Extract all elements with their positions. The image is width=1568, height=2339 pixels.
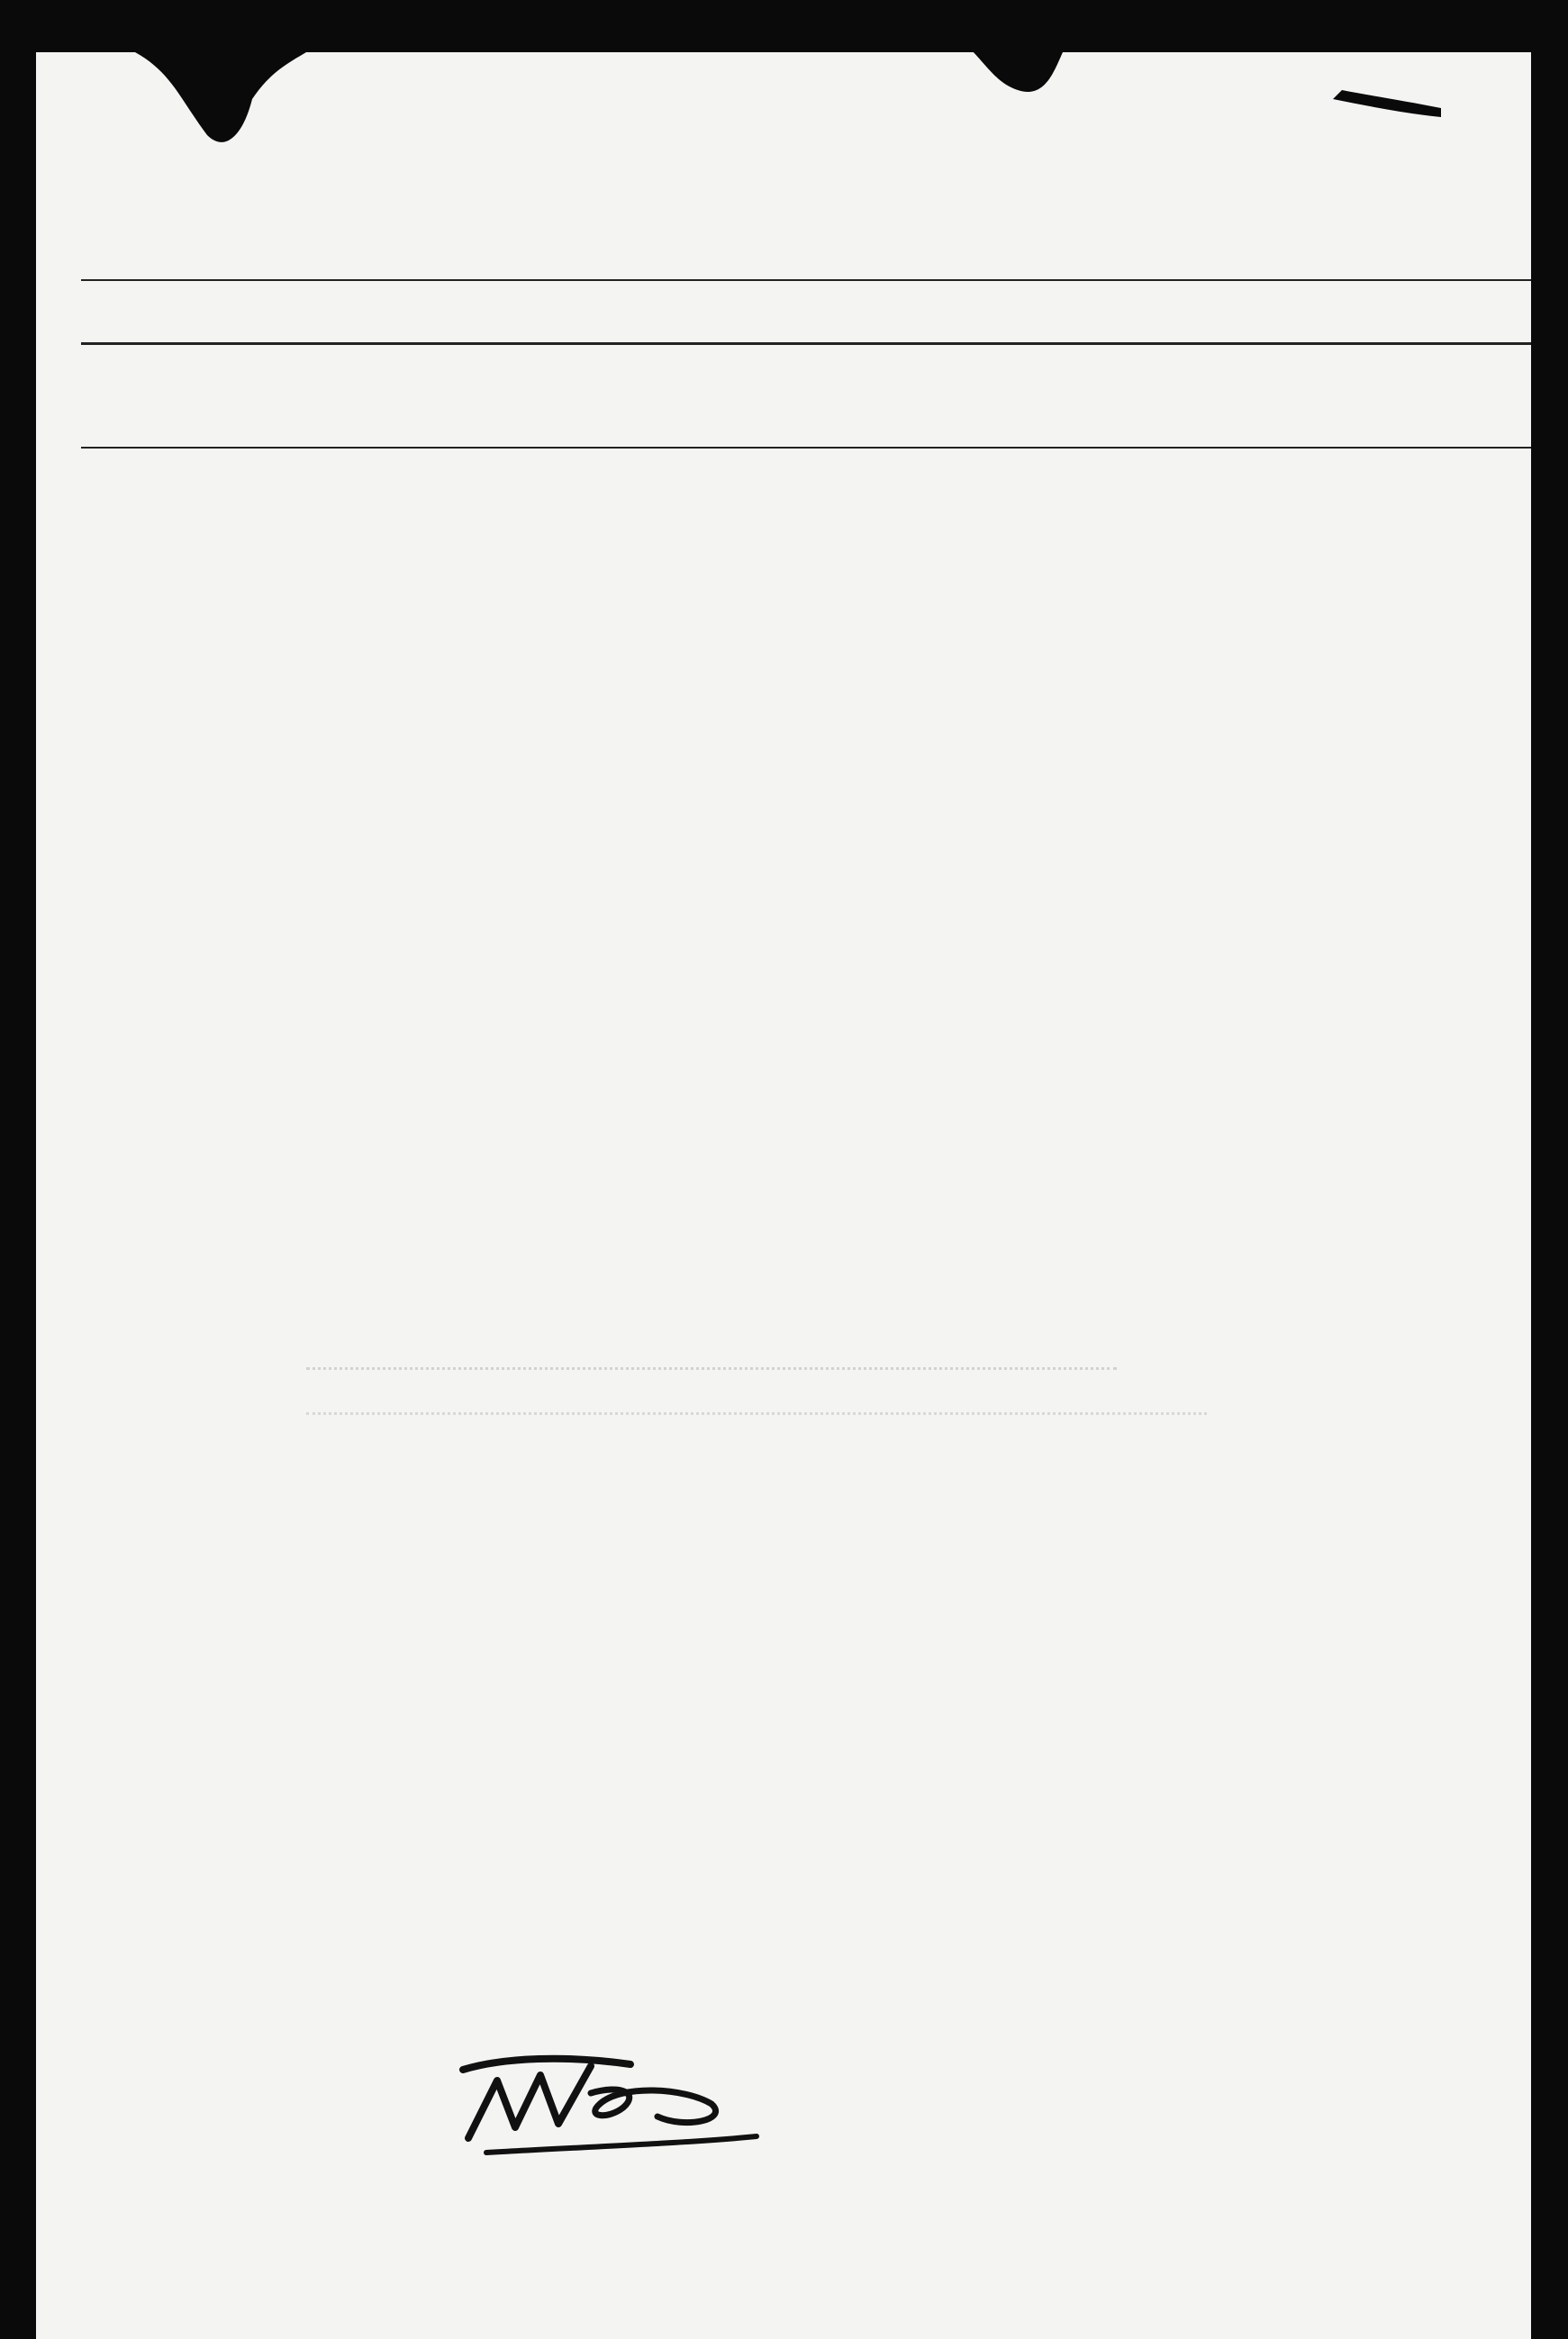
manifest-table-grid [36,52,1531,2088]
torn-edge-damage [0,0,1568,180]
